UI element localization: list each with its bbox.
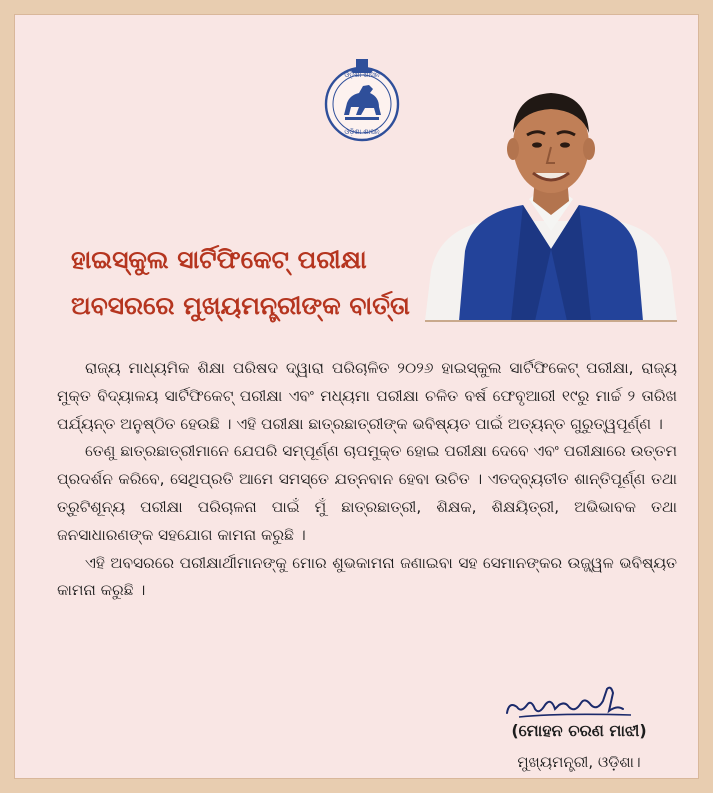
chief-minister-portrait-icon	[425, 81, 677, 321]
emblem-bottom-text: ଓଡ଼ିଶା ଶାସନ	[344, 128, 380, 136]
body-paragraph-2: ତେଣୁ ଛାତ୍ରଛାତ୍ରୀମାନେ ଯେପରି ସମ୍ପୂର୍ଣ୍ଣ ଚାପମୁକ୍ତ ହୋଇ ପରୀକ୍ଷା ଦେବେ ଏବଂ ପରୀକ୍ଷାରେ ଉତ୍ତମ ପ୍ରଦର୍ଶନ କରିବେ, ସେଥିପ୍ରତି ଆମେ ସମସ୍ତେ ଯତ୍ନବାନ ହେବା ଉଚିତ । ଏତଦ୍‌ବ୍ୟତୀତ ଶାନ୍ତିପୂର୍ଣ୍ଣ ତଥା ତ୍ରୁଟିଶୂନ୍ୟ ପରୀକ୍ଷା ପରିଚାଳନା ପାଇଁ ମୁଁ ଛାତ୍ରଛାତ୍ରୀ, ଶିକ୍ଷକ, ଶିକ୍ଷୟିତ୍ରୀ, ଅଭିଭାବକ ତଥା ଜନସାଧାରଣଙ୍କ ସହଯୋଗ କାମନା କରୁଛି ।	[57, 442, 677, 544]
message-poster	[14, 14, 699, 779]
odisha-government-emblem-icon	[317, 55, 407, 145]
signatory-role: ମୁଖ୍ୟମନ୍ତ୍ରୀ, ଓଡ଼ିଶା।	[517, 753, 641, 771]
signatory-name: (ମୋହନ ଚରଣ ମାଝୀ)	[511, 721, 647, 740]
title-line-2: ଅବସରରେ ମୁଖ୍ୟମନ୍ତ୍ରୀଙ୍କ ବାର୍ତ୍ତା	[71, 291, 410, 320]
message-body	[57, 355, 677, 605]
emblem-top-text: ଓଡ଼ିଶା ଶାସନ	[344, 71, 380, 79]
message-title	[71, 237, 441, 329]
body-paragraph-3: ଏହି ଅବସରରେ ପରୀକ୍ଷାର୍ଥୀମାନଙ୍କୁ ମୋର ଶୁଭକାମନା ଜଣାଇବା ସହ ସେମାନଙ୍କର ଉଜ୍ଜ୍ୱଳ ଭବିଷ୍ୟତ କାମନା କରୁଛି ।	[57, 553, 677, 600]
body-paragraph-1: ରାଜ୍ୟ ମାଧ୍ୟମିକ ଶିକ୍ଷା ପରିଷଦ ଦ୍ୱାରା ପରିଚାଳିତ ୨୦୨୬ ହାଇସ୍କୁଲ ସାର୍ଟିଫିକେଟ୍ ପରୀକ୍ଷା, ରାଜ୍ୟ ମୁକ୍ତ ବିଦ୍ୟାଳୟ ସାର୍ଟିଫିକେଟ୍ ପରୀକ୍ଷା ଏବଂ ମଧ୍ୟମା ପରୀକ୍ଷା ଚଳିତ ବର୍ଷ ଫେବୃଆରୀ ୧୯ରୁ ମାର୍ଚ୍ଚ ୨ ତାରିଖ ପର୍ଯ୍ୟନ୍ତ ଅନୁଷ୍ଠିତ ହେଉଛି । ଏହି ପରୀକ୍ଷା ଛାତ୍ରଛାତ୍ରୀଙ୍କ ଭବିଷ୍ୟତ ପାଇଁ ଅତ୍ୟନ୍ତ ଗୁରୁତ୍ୱପୂର୍ଣ୍ଣ ।	[57, 359, 677, 433]
portrait-divider	[425, 320, 677, 322]
title-line-1: ହାଇସ୍କୁଲ ସାର୍ଟିଫିକେଟ୍ ପରୀକ୍ଷା	[71, 245, 367, 274]
